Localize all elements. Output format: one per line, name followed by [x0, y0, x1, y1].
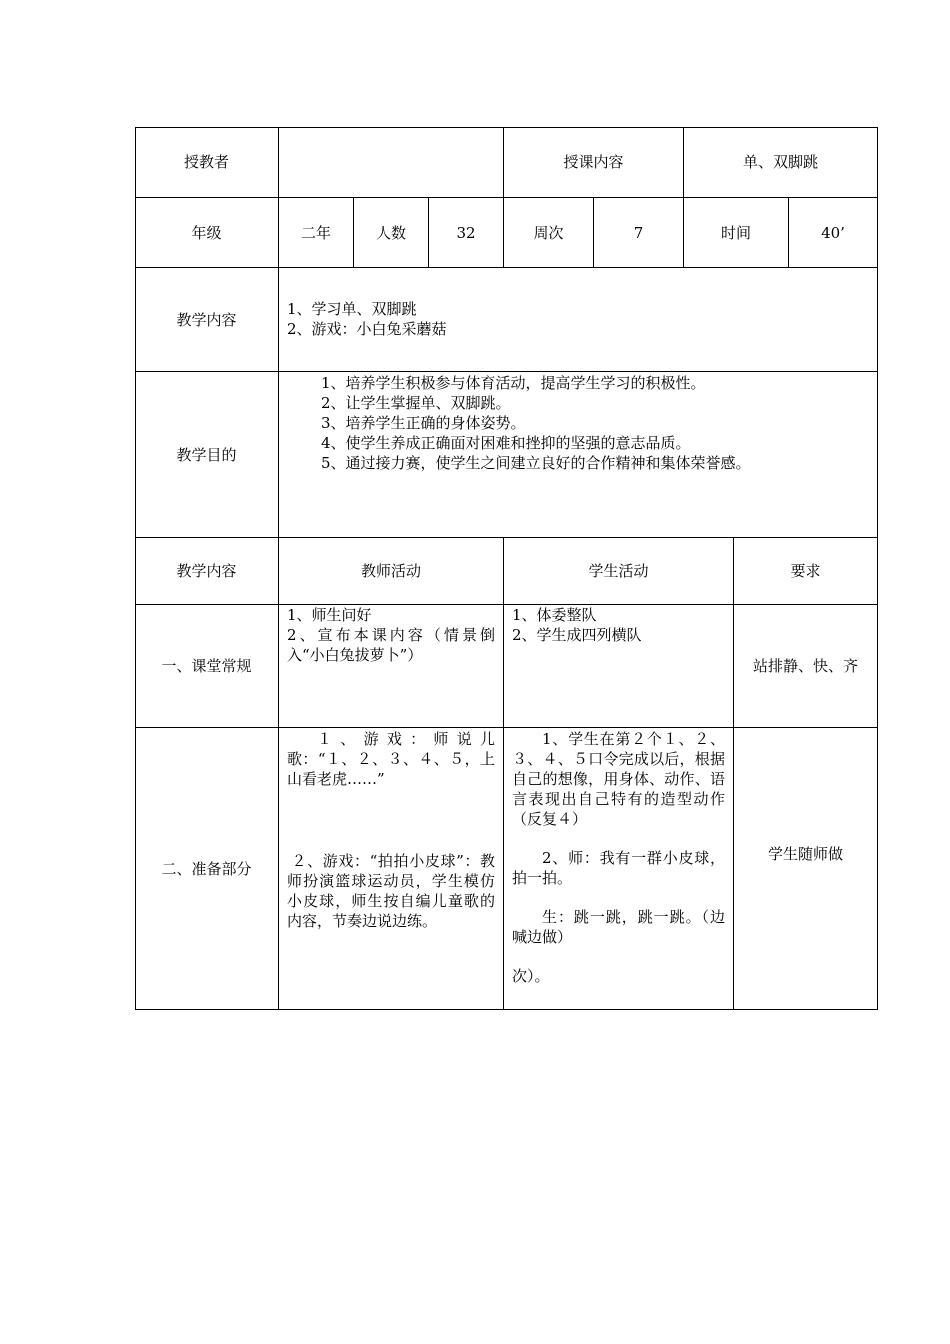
- goals-label: 教学目的: [176, 445, 237, 464]
- week-value: 7: [633, 223, 644, 242]
- goals-label-cell: [135, 372, 279, 538]
- col-student-label: 学生活动: [588, 562, 649, 580]
- warmup-teacher-cell: [279, 728, 504, 1010]
- count-label-cell: [354, 198, 429, 268]
- col-teacher-label: 教师活动: [360, 562, 421, 580]
- content-label-cell: [135, 268, 279, 372]
- content-line-1: 1、学习单、双脚跳: [287, 300, 417, 318]
- grade-value: 二年: [300, 223, 331, 242]
- teacher-value-cell: [279, 127, 504, 198]
- grade-label: 年级: [191, 223, 222, 242]
- goal-line-1: 1、培养学生积极参与体育活动，提高学生学习的积极性。: [321, 374, 706, 392]
- teacher-label-cell: [135, 127, 279, 198]
- grade-label-cell: [135, 198, 279, 268]
- section-warmup-label: 二、准备部分: [161, 859, 252, 878]
- routine-student-line-2: 2、学生成四列横队: [512, 626, 642, 644]
- col-teacher-header: [279, 538, 504, 605]
- content-label: 教学内容: [176, 310, 237, 329]
- content-line-2: 2、游戏：小白兔采蘑菇: [287, 320, 447, 338]
- goal-line-3: 3、培养学生正确的身体姿势。: [321, 414, 526, 432]
- goal-line-5: 5、通过接力赛，使学生之间建立良好的合作精神和集体荣誉感。: [321, 454, 751, 472]
- count-value: 32: [456, 223, 476, 242]
- warmup-requirement: 学生随师做: [767, 844, 843, 863]
- routine-teacher-line-2: 2、宣布本课内容（情景倒入“小白兔拔萝卜”）: [287, 626, 495, 664]
- warmup-teacher-para-2: ２、游戏：“拍拍小皮球”：教师扮演篮球运动员，学生模仿小皮球，师生按自编儿童歌的内容，节奏边说边练。: [287, 852, 495, 930]
- warmup-requirement-cell: [734, 728, 878, 1010]
- topic-value-cell: [684, 127, 878, 198]
- count-label: 人数: [375, 223, 406, 242]
- col-requirement-header: [734, 538, 878, 605]
- section-warmup-cell: [135, 728, 279, 1010]
- routine-requirement: 站排静、快、齐: [752, 657, 858, 675]
- warmup-student-para-4: 次）。: [512, 967, 550, 985]
- warmup-student-para-2: 2、师：我有一群小皮球，拍一拍。: [512, 849, 725, 887]
- col-content-label: 教学内容: [176, 562, 237, 580]
- col-content-header: [135, 538, 279, 605]
- warmup-student-para-3: 生：跳一跳，跳一跳。（边喊边做）: [512, 908, 725, 946]
- topic-label: 授课内容: [563, 153, 624, 171]
- routine-student-line-1: 1、体委整队: [512, 606, 597, 624]
- week-label: 周次: [533, 223, 564, 242]
- topic-value: 单、双脚跳: [742, 153, 818, 171]
- goals-value-cell: [279, 372, 878, 538]
- routine-student-cell: [504, 605, 734, 728]
- content-value-cell: [279, 268, 878, 372]
- topic-label-cell: [504, 127, 684, 198]
- goal-line-2: 2、让学生掌握单、双脚跳。: [321, 394, 511, 412]
- routine-requirement-cell: [734, 605, 878, 728]
- section-routine-cell: [135, 605, 279, 728]
- grade-value-cell: [279, 198, 354, 268]
- time-label-cell: [684, 198, 789, 268]
- warmup-student-para-1: 1、学生在第２个１、２、３、４、５口令完成以后，根据自己的想像，用身体、动作、语言表现出自己特有的造型动作（反复４）: [512, 730, 725, 828]
- time-label: 时间: [720, 223, 751, 242]
- goal-line-4: 4、使学生养成正确面对困难和挫抑的坚强的意志品质。: [321, 434, 691, 452]
- time-value: 40’: [821, 223, 845, 242]
- routine-teacher-cell: [279, 605, 504, 728]
- warmup-student-cell: [504, 728, 734, 1010]
- count-value-cell: [429, 198, 504, 268]
- warmup-teacher-para-1: １、游戏：师说儿歌：“１、２、３、４、５，上山看老虎……”: [287, 730, 495, 788]
- col-requirement-label: 要求: [790, 562, 821, 580]
- teacher-label: 授教者: [183, 153, 229, 171]
- time-value-cell: [789, 198, 878, 268]
- week-label-cell: [504, 198, 594, 268]
- col-student-header: [504, 538, 734, 605]
- routine-teacher-line-1: 1、师生问好: [287, 606, 372, 624]
- section-routine-label: 一、课堂常规: [161, 657, 252, 675]
- week-value-cell: [594, 198, 684, 268]
